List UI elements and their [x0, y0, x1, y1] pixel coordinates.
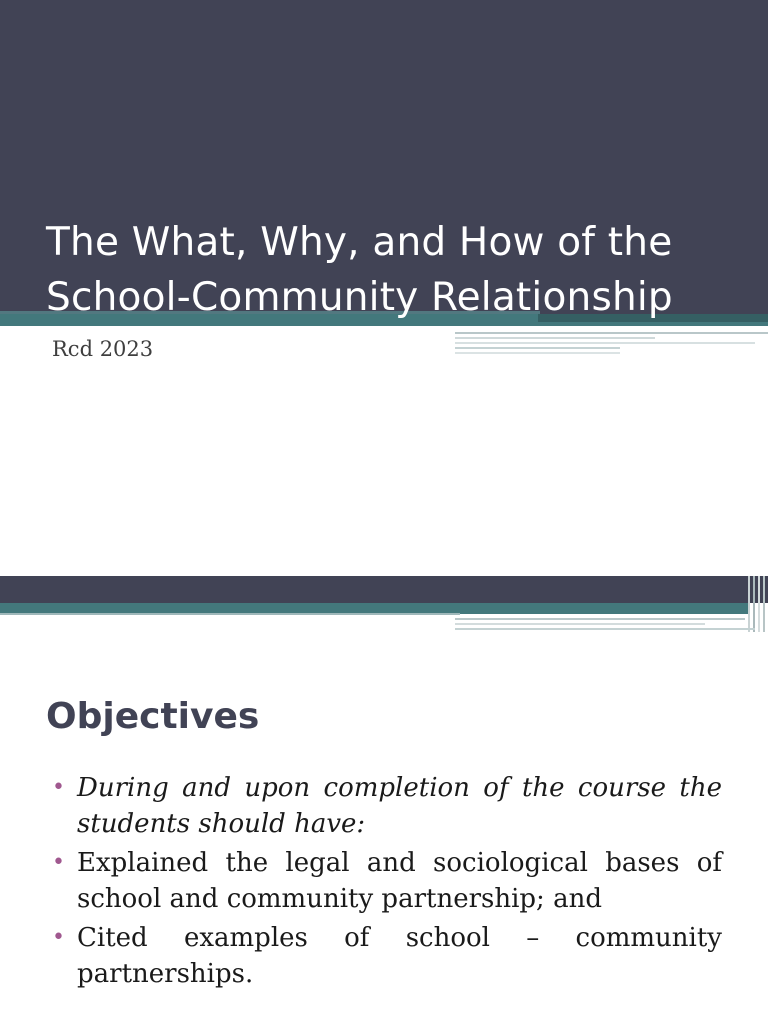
bullet-icon: •	[52, 850, 65, 875]
stripe	[748, 576, 750, 632]
slide-title-line-2: School-Community Relationship	[46, 275, 673, 320]
objectives-heading: Objectives	[46, 696, 260, 737]
header-band	[0, 576, 768, 603]
slide-title-line-1: The What, Why, and How of the	[46, 220, 673, 265]
stripe	[455, 342, 755, 344]
bullet-icon: •	[52, 775, 65, 800]
slide-subtitle: Rcd 2023	[52, 337, 154, 361]
objectives-slide	[0, 576, 768, 1024]
objectives-list	[52, 770, 722, 995]
list-item	[52, 845, 722, 917]
teal-accent-light	[0, 613, 460, 615]
stripe	[758, 576, 760, 632]
stripe	[455, 623, 705, 625]
bullet-icon: •	[52, 925, 65, 950]
list-item-text: Explained the legal and sociological bases of school and community partnership; and	[77, 848, 722, 914]
stripe	[455, 352, 620, 354]
stripe	[455, 347, 620, 349]
stripe	[753, 576, 755, 632]
stripe	[455, 332, 768, 334]
stripe	[763, 576, 765, 632]
list-item	[52, 920, 722, 992]
stripe	[455, 618, 745, 620]
list-item-text: During and upon completion of the course the students should have:	[77, 773, 722, 839]
list-item-text: Cited examples of school – community partnerships.	[77, 923, 722, 989]
list-item	[52, 770, 722, 842]
stripe	[455, 628, 755, 630]
stripe	[455, 337, 655, 339]
slide-title	[46, 215, 746, 325]
